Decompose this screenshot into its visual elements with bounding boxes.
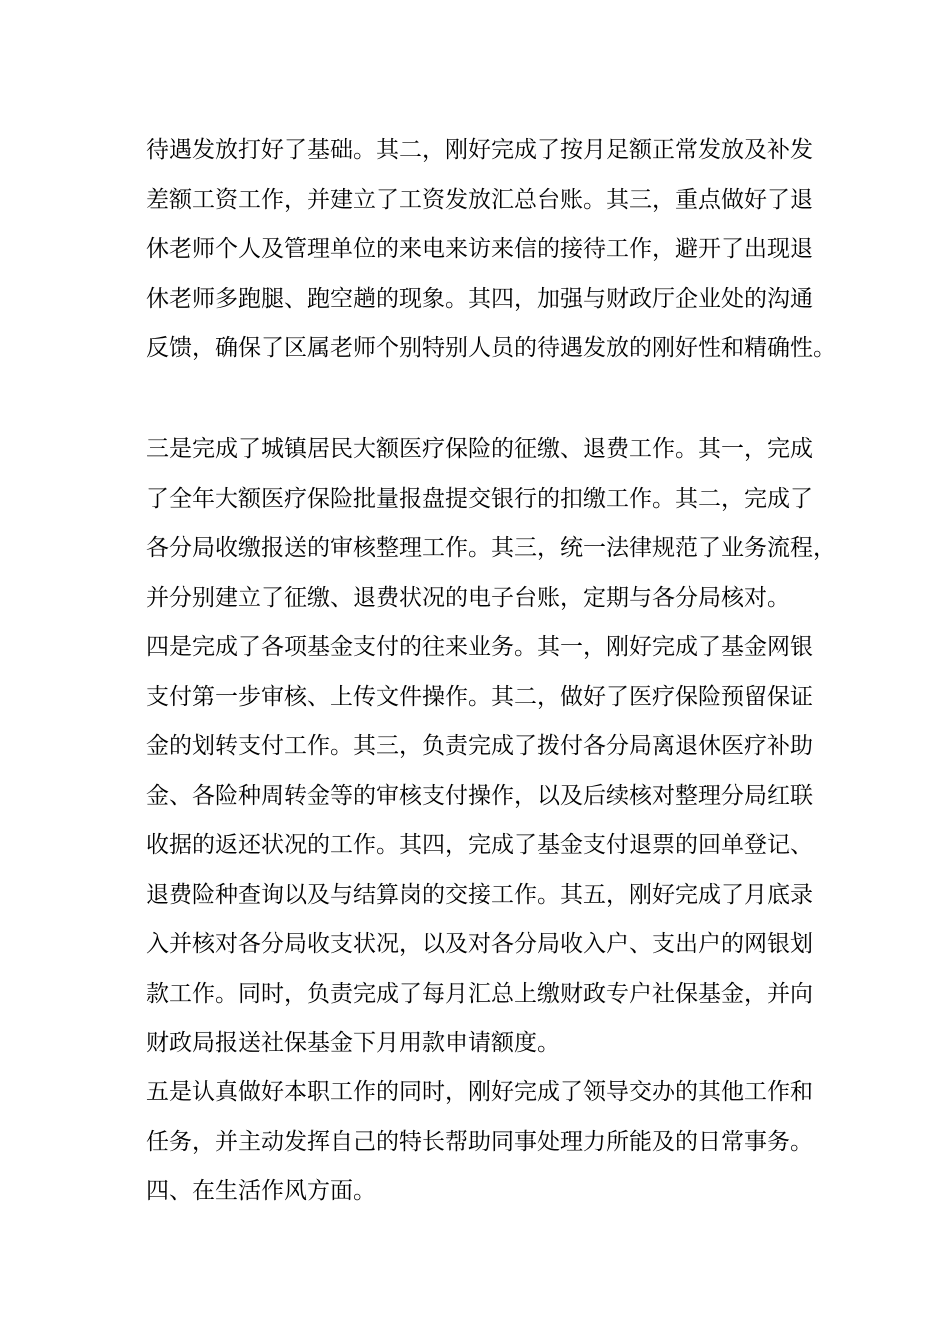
text-line: 四是完成了各项基金支付的往来业务。其一，刚好完成了基金网银 (146, 634, 813, 660)
text-line: 任务，并主动发挥自己的特长帮助同事处理力所能及的日常事务。 (146, 1128, 813, 1155)
paragraph-other-duties (146, 1068, 813, 1167)
text-line: 收据的返还状况的工作。其四，完成了基金支付退票的回单登记、 (146, 832, 813, 858)
text-line: 差额工资工作，并建立了工资发放汇总台账。其三，重点做好了退 (146, 186, 813, 213)
text-line: 休老师个人及管理单位的来电来访来信的接待工作，避开了出现退 (146, 236, 813, 262)
text-line: 了全年大额医疗保险批量报盘提交银行的扣缴工作。其二，完成了 (146, 485, 813, 512)
text-line: 休老师多跑腿、跑空趟的现象。其四，加强与财政厅企业处的沟通 (146, 285, 813, 312)
text-line: 金的划转支付工作。其三，负责完成了拨付各分局离退休医疗补助 (146, 733, 813, 759)
text-line: 支付第一步审核、上传文件操作。其二，做好了医疗保险预留保证 (146, 683, 813, 710)
text-line: 各分局收缴报送的审核整理工作。其三，统一法律规范了业务流程， (146, 535, 836, 561)
section-heading-lifestyle (146, 1167, 376, 1217)
paragraph-fund-payment (146, 623, 813, 1069)
paragraph-salary-payment (146, 126, 836, 374)
text-line: 并分别建立了征缴、退费状况的电子台账，定期与各分局核对。 (146, 584, 790, 611)
text-line: 金、各险种周转金等的审核支付操作，以及后续核对整理分局红联 (146, 782, 813, 809)
text-line: 入并核对各分局收支状况，以及对各分局收入户、支出户的网银划 (146, 931, 813, 957)
text-line: 五是认真做好本职工作的同时，刚好完成了领导交办的其他工作和 (146, 1079, 813, 1105)
text-line: 款工作。同时，负责完成了每月汇总上缴财政专户社保基金，并向 (146, 980, 813, 1007)
text-line: 财政局报送社保基金下月用款申请额度。 (146, 1030, 560, 1056)
text-line: 三是完成了城镇居民大额医疗保险的征缴、退费工作。其一，完成 (146, 436, 813, 462)
text-line: 反馈，确保了区属老师个别特别人员的待遇发放的刚好性和精确性。 (146, 335, 836, 361)
text-line: 待遇发放打好了基础。其二，刚好完成了按月足额正常发放及补发 (146, 137, 813, 163)
paragraph-medical-insurance (146, 425, 836, 623)
text-line: 退费险种查询以及与结算岗的交接工作。其五，刚好完成了月底录 (146, 881, 813, 908)
text-line: 四、在生活作风方面。 (146, 1178, 376, 1204)
